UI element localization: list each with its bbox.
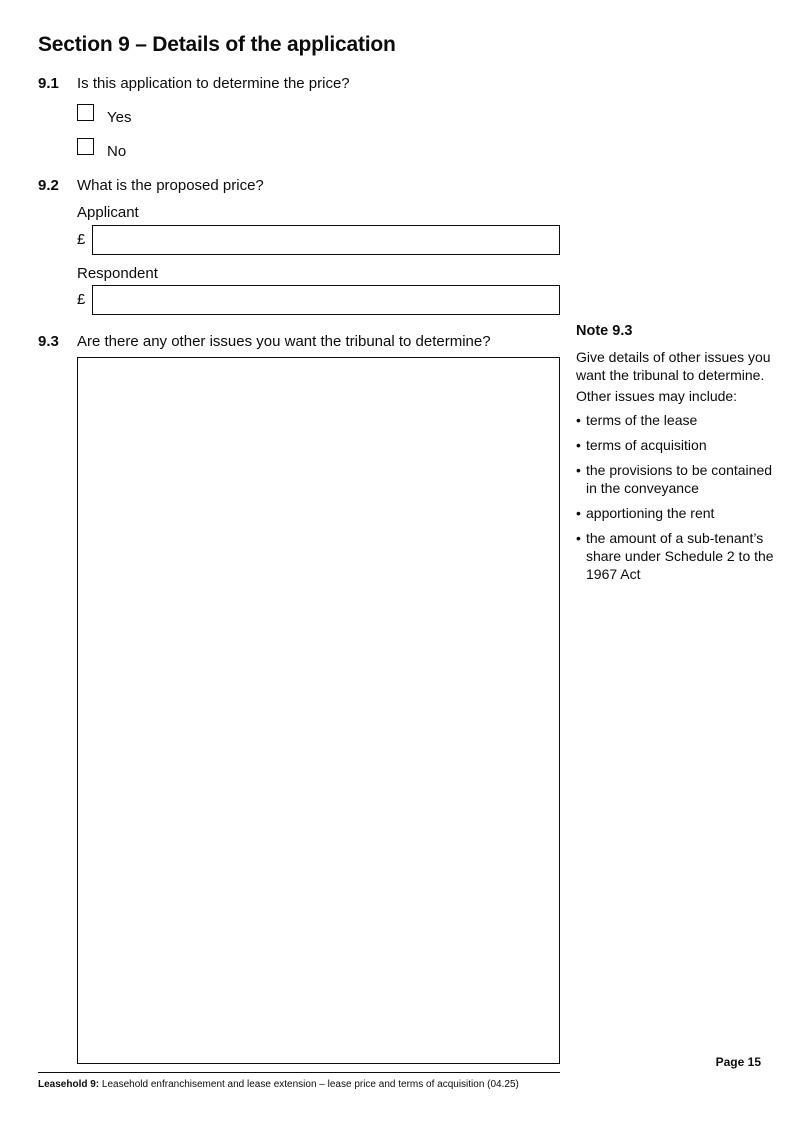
respondent-label: Respondent [77,265,158,282]
note-paragraph: Other issues may include: [576,388,738,404]
section-title: Section 9 – Details of the application [38,33,396,56]
no-checkbox[interactable] [77,138,94,155]
footer-divider [38,1072,560,1073]
note-title: Note 9.3 [576,323,633,339]
applicant-price-input[interactable] [92,225,560,255]
note-paragraph: Give details of other issues you want the tribunal to determine. [576,349,771,383]
note-9-3 [576,322,776,590]
note-list-item: • apportioning the rent [576,504,776,522]
question-9-2-number: 9.2 [38,177,59,194]
page-number: Page 15 [715,1055,761,1069]
yes-label: Yes [107,109,132,126]
question-9-2-text: What is the proposed price? [77,177,264,194]
respondent-price-input[interactable] [92,285,560,315]
footer-form-title: Leasehold enfranchisement and lease extension – lease price and terms of acquisition (04.25) [101,1079,519,1090]
applicant-currency-symbol: £ [77,231,86,248]
question-9-3-text: Are there any other issues you want the tribunal to determine? [77,333,491,350]
note-list [576,411,776,583]
footer-text [38,1079,519,1090]
other-issues-textarea[interactable] [77,357,560,1064]
question-9-1-number: 9.1 [38,75,59,92]
note-list-item: • terms of acquisition [576,436,776,454]
question-9-1-text: Is this application to determine the price? [77,75,350,92]
respondent-currency-symbol: £ [77,291,86,308]
note-list-item: • the provisions to be contained in the conveyance [576,461,776,497]
footer-form-code: Leasehold 9: [38,1079,100,1090]
applicant-label: Applicant [77,204,139,221]
question-9-3-number: 9.3 [38,333,59,350]
yes-checkbox[interactable] [77,104,94,121]
no-label: No [107,143,127,160]
note-list-item: • terms of the lease [576,411,776,429]
note-list-item: • the amount of a sub-tenant’s share under Schedule 2 to the 1967 Act [576,529,776,583]
